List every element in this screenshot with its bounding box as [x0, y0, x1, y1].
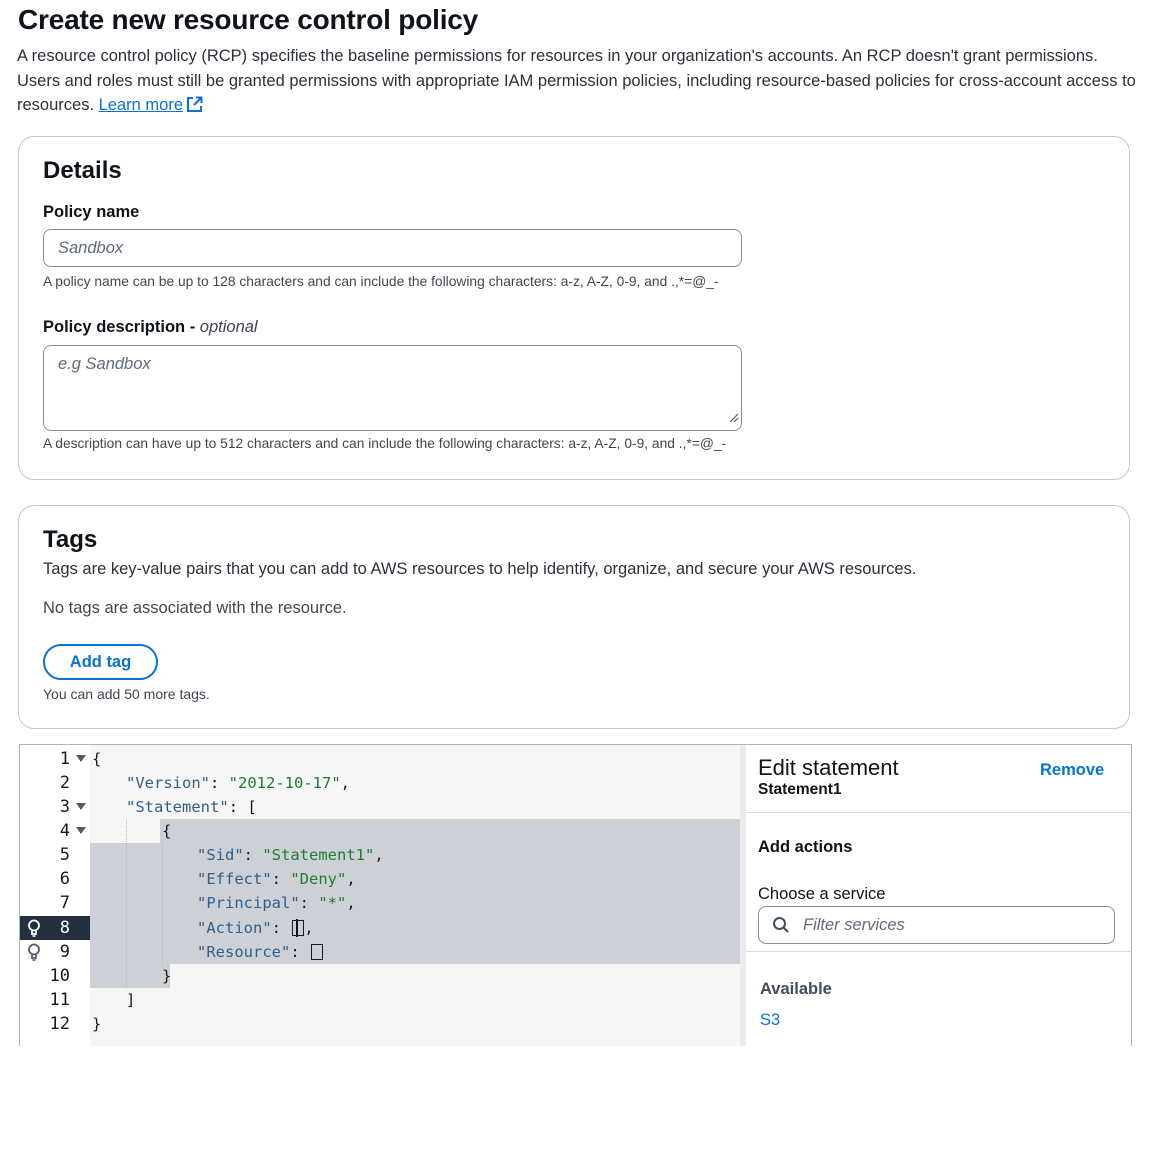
- add-actions-heading: Add actions: [758, 838, 853, 856]
- code-line: [162, 819, 171, 843]
- code-line: [92, 1012, 101, 1036]
- line-number: 10: [49, 966, 70, 986]
- policy-description-hint: A description can have up to 512 characters and can include the following characters: a-z, A-Z, 0-9, and .,*=@_-: [43, 436, 727, 451]
- indent-guide: [126, 819, 127, 988]
- code-line: "Effect": "Deny",: [197, 870, 356, 888]
- code-token: ]: [126, 991, 136, 1009]
- line-number: 4: [59, 821, 70, 841]
- code-token: }: [92, 1015, 102, 1033]
- gutter-line: [20, 988, 90, 1012]
- code-string: "Statement1": [262, 846, 375, 864]
- fold-arrow-icon[interactable]: [76, 827, 86, 834]
- selection-highlight: [160, 819, 740, 843]
- code-string: "Deny": [290, 870, 347, 888]
- code-key: "Principal": [197, 894, 300, 912]
- code-line: "Sid": "Statement1",: [197, 846, 384, 864]
- edit-statement-panel: [746, 745, 1132, 1046]
- divider: [746, 951, 1132, 952]
- code-key: "Action": [197, 919, 272, 937]
- resize-grip-icon[interactable]: [727, 410, 739, 428]
- tags-remaining-hint: You can add 50 more tags.: [43, 686, 210, 702]
- line-number: 2: [59, 773, 70, 793]
- line-number: 6: [59, 869, 70, 889]
- code-line: "Principal": "*",: [197, 894, 356, 912]
- gutter-line: [20, 867, 90, 891]
- learn-more-link[interactable]: Learn more: [98, 96, 184, 114]
- divider: [746, 812, 1132, 813]
- no-tags-text: No tags are associated with the resource.: [43, 599, 347, 617]
- gutter-line-active: [20, 916, 90, 940]
- edit-statement-title: Edit statement: [758, 755, 899, 780]
- filter-services-input[interactable]: [758, 906, 1115, 944]
- code-text-area[interactable]: [90, 745, 740, 1046]
- code-token: }: [162, 967, 172, 985]
- selection-highlight: [90, 843, 740, 964]
- policy-name-hint: A policy name can be up to 128 characters and can include the following characters: a-z, A-Z, 0-9, and .,*=@_-: [43, 274, 719, 289]
- details-title: Details: [43, 157, 122, 184]
- code-key: "Resource": [197, 943, 291, 961]
- empty-array-brackets: [292, 920, 304, 936]
- code-line: [92, 747, 101, 771]
- add-tag-button[interactable]: Add tag: [43, 644, 158, 680]
- line-number: 7: [59, 893, 70, 913]
- lightbulb-icon[interactable]: [27, 943, 41, 966]
- code-token: {: [92, 750, 102, 768]
- line-number: 1: [59, 749, 70, 769]
- line-number: 12: [49, 1014, 70, 1034]
- page-title: Create new resource control policy: [18, 4, 479, 35]
- gutter-line: [20, 843, 90, 867]
- choose-service-label: Choose a service: [758, 885, 886, 903]
- statement-name: Statement1: [758, 781, 842, 798]
- policy-description-placeholder: e.g Sandbox: [58, 355, 151, 373]
- lightbulb-icon[interactable]: [27, 919, 41, 942]
- code-key: "Statement": [126, 798, 229, 816]
- code-string: "2012-10-17": [228, 774, 341, 792]
- policy-description-label-text: Policy description -: [43, 318, 200, 336]
- policy-name-input[interactable]: [43, 229, 742, 267]
- page-description-text: A resource control policy (RCP) specifies the baseline permissions for resources in your organization's accounts. An RCP doesn't grant permissions. Users and roles must still be granted permissions with appropriate IAM permission policies, including resource-based policies for cross-account access to resources.: [17, 47, 1136, 114]
- policy-name-label: Policy name: [43, 203, 140, 221]
- gutter-line: [20, 819, 90, 843]
- gutter-line: [20, 1012, 90, 1036]
- gutter-line: [20, 891, 90, 915]
- editor-gutter: [20, 745, 90, 1046]
- fold-arrow-icon[interactable]: [76, 803, 86, 810]
- page-description: [17, 44, 1137, 121]
- policy-description-textarea[interactable]: [43, 345, 742, 431]
- fold-arrow-icon[interactable]: [76, 755, 86, 762]
- code-line: "Resource":: [197, 940, 323, 964]
- line-number: 8: [59, 918, 70, 938]
- code-key: "Version": [126, 774, 210, 792]
- tags-title: Tags: [43, 526, 98, 553]
- tags-description: Tags are key-value pairs that you can add to AWS resources to help identify, organize, and secure your AWS resources.: [43, 560, 917, 578]
- code-key: "Effect": [197, 870, 272, 888]
- optional-tag: optional: [199, 318, 258, 336]
- code-token: : [: [228, 798, 257, 816]
- service-link-s3[interactable]: S3: [760, 1011, 781, 1029]
- remove-statement-button[interactable]: Remove: [1040, 761, 1105, 779]
- code-string: "*": [318, 894, 347, 912]
- available-label: Available: [760, 980, 832, 998]
- code-line: [126, 988, 135, 1012]
- indent-guide: [162, 843, 163, 964]
- code-line-active: "Action": ,: [197, 919, 314, 937]
- code-line: [162, 964, 171, 988]
- line-number: 9: [59, 942, 70, 962]
- details-panel: [18, 136, 1130, 480]
- tags-panel: [18, 505, 1130, 729]
- selection-highlight: [90, 964, 170, 988]
- policy-name-value: Sandbox: [58, 239, 124, 257]
- code-token: {: [162, 822, 172, 840]
- text-cursor: [296, 919, 298, 937]
- line-number: 5: [59, 845, 70, 865]
- empty-array-brackets: [311, 944, 323, 960]
- line-number: 3: [59, 797, 70, 817]
- gutter-line: [20, 747, 90, 771]
- code-key: "Sid": [197, 846, 244, 864]
- gutter-line: [20, 795, 90, 819]
- line-number: 11: [49, 990, 70, 1010]
- search-icon: [772, 916, 790, 939]
- gutter-line: [20, 771, 90, 795]
- filter-services-placeholder: Filter services: [803, 916, 905, 934]
- code-line: "Version": "2012-10-17",: [126, 774, 350, 792]
- gutter-line: [20, 964, 90, 988]
- gutter-line: [20, 940, 90, 964]
- policy-description-label: [43, 318, 258, 337]
- external-link-icon[interactable]: [186, 96, 203, 121]
- policy-editor: [19, 744, 1132, 1046]
- code-line: [126, 795, 257, 819]
